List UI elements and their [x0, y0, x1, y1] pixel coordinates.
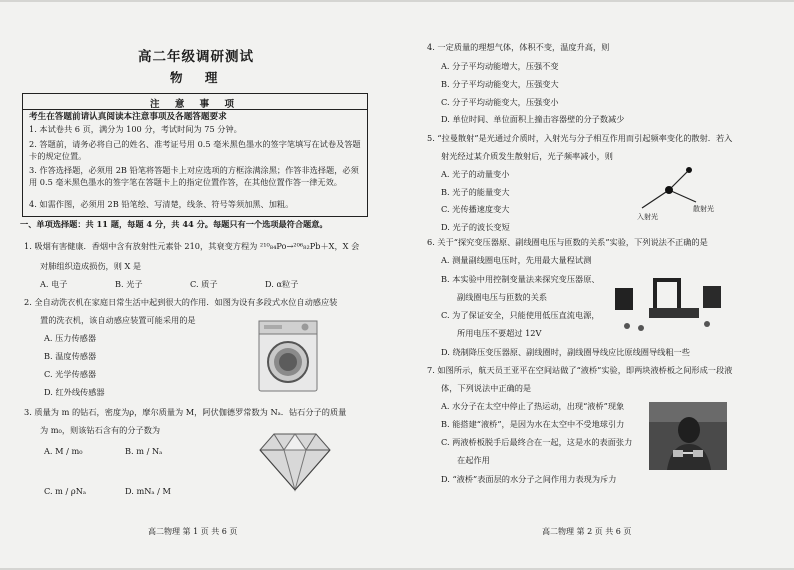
q5-option: B. 光子的能量变大	[441, 187, 510, 197]
exam-title: 高二年级调研测试	[138, 49, 254, 65]
q1-option: C. 质子	[190, 279, 218, 289]
q4-option: D. 单位时间、单位面积上撞击容器壁的分子数减少	[441, 114, 625, 124]
q5-stem: 射光经过某介质发生散射后，光子频率减小，则	[441, 151, 613, 161]
notice-item: 3. 作答选择题，必须用 2B 铅笔将答题卡上对应选项的方框涂满涂黑；作答非选择题，必须用 0.5 毫米黑色墨水的签字笔在答题卡上的指定位置作答，在其他位置作答一律无效。	[29, 165, 359, 188]
q7-stem: 体，下列说法中正确的是	[441, 383, 532, 393]
q7-option: B. 能搭建“液桥”，是因为水在太空中不受地球引力	[441, 419, 625, 429]
scan-border	[0, 0, 794, 2]
q7-stem: 7. 如图所示，航天员王亚平在空间站做了“液桥”实验，即两块液桥板之间形成一段液	[427, 365, 733, 375]
page-footer: 高二物理 第 1 页 共 6 页	[148, 527, 238, 536]
diamond-image	[258, 430, 332, 492]
q7-option: C. 两液桥板脱手后最终合在一起，这是水的表面张力	[441, 437, 633, 447]
q6-option: D. 绕制降压变压器原、副线圈时，副线圈导线应比原线圈导线粗一些	[441, 347, 690, 357]
q7-option: 在起作用	[457, 455, 490, 465]
q6-option: 所用电压不要超过 12V	[457, 328, 542, 338]
astronaut-liquid-bridge-photo	[649, 402, 727, 470]
q1-option: B. 光子	[115, 279, 143, 289]
page-footer: 高二物理 第 2 页 共 6 页	[542, 527, 632, 536]
scattered-light-label: 散射光	[693, 205, 714, 213]
q2-stem: 2. 全自动洗衣机在家庭日常生活中起到很大的作用．如图为设有多段式水位自动感应装	[24, 297, 338, 307]
right-page	[397, 0, 794, 570]
q6-option: B. 本实验中用控制变量法来探究变压器原、	[441, 274, 600, 284]
q2-option: D. 红外线传感器	[44, 387, 105, 397]
q5-stem: 5. “拉曼散射”是光通过介质时，入射光与分子相互作用而引起频率变化的散射．若入	[427, 133, 733, 143]
notice-item: 1. 本试卷共 6 页，满分为 100 分，考试时间为 75 分钟。	[29, 124, 242, 134]
q6-option: 副线圈电压与匝数的关系	[457, 292, 548, 302]
notice-item: 4. 如需作图，必须用 2B 铅笔绘、写清楚，线条、符号等须加黑、加粗。	[29, 199, 294, 209]
q5-option: C. 光传播速度变大	[441, 204, 510, 214]
q4-stem: 4. 一定质量的理想气体，体积不变，温度升高，则	[427, 42, 610, 52]
q3-option: C. m / ρNₐ	[44, 486, 87, 496]
q2-stem: 置的洗衣机，该自动感应装置可能采用的是	[40, 315, 196, 325]
notice-box	[22, 93, 368, 217]
q7-option: A. 水分子在太空中停止了热运动，出现“液桥”现象	[441, 401, 625, 411]
notice-title: 注 意 事 项	[150, 99, 240, 110]
section-heading: 一、单项选择题：共 11 题，每题 4 分，共 44 分。每题只有一个选项最符合题意。	[20, 219, 328, 229]
q4-option: C. 分子平均动能变大，压强变小	[441, 97, 559, 107]
q5-option: A. 光子的动量变小	[441, 169, 510, 179]
notice-item: 2. 答题前，请务必将自己的姓名、准考证号用 0.5 毫米黑色墨水的签字笔填写在试卷及答题卡的规定位置。	[29, 139, 361, 162]
q3-option: A. M / m₀	[44, 446, 83, 456]
notice-lead: 考生在答题前请认真阅读本注意事项及各题答题要求	[29, 112, 227, 122]
q6-stem: 6. 关于“探究变压器原、副线圈电压与匝数的关系”实验，下列说法不正确的是	[427, 237, 708, 247]
q1-option: D. α粒子	[265, 279, 299, 289]
q2-option: A. 压力传感器	[44, 333, 97, 343]
q2-option: B. 温度传感器	[44, 351, 97, 361]
q1-option: A. 电子	[40, 279, 68, 289]
q3-stem: 为 m₀，则该钻石含有的分子数为	[40, 425, 161, 435]
q6-option: C. 为了保证安全，只能使用低压直流电源，	[441, 310, 600, 320]
incident-light-label: 入射光	[637, 213, 658, 221]
q1-stem: 对肺组织造成损伤，则 X 是	[40, 261, 142, 271]
transformer-apparatus-image	[607, 268, 727, 338]
subject-title: 物 理	[170, 70, 227, 85]
washing-machine-image	[258, 320, 318, 392]
q3-stem: 3. 质量为 m 的钻石，密度为ρ，摩尔质量为 M，阿伏伽德罗常数为 Nₐ．钻石分子的质量	[24, 407, 347, 417]
q4-option: A. 分子平均动能增大，压强不变	[441, 61, 559, 71]
notice-divider	[23, 109, 367, 110]
q7-option: D. “液桥”表面层的水分子之间作用力表现为斥力	[441, 474, 617, 484]
q4-option: B. 分子平均动能变大，压强变大	[441, 79, 559, 89]
q2-option: C. 光学传感器	[44, 369, 97, 379]
q3-option: D. mNₐ / M	[125, 486, 171, 496]
q5-option: D. 光子的波长变短	[441, 222, 510, 232]
q3-option: B. m / Nₐ	[125, 446, 163, 456]
q1-stem: 1. 吸烟有害健康．香烟中含有放射性元素钋 210，其衰变方程为 ²¹⁰₈₄Po→²⁰⁶₈₂Pb＋X，X 会	[24, 241, 360, 251]
q6-option: A. 测量副线圈电压时，先用最大量程试测	[441, 255, 592, 265]
